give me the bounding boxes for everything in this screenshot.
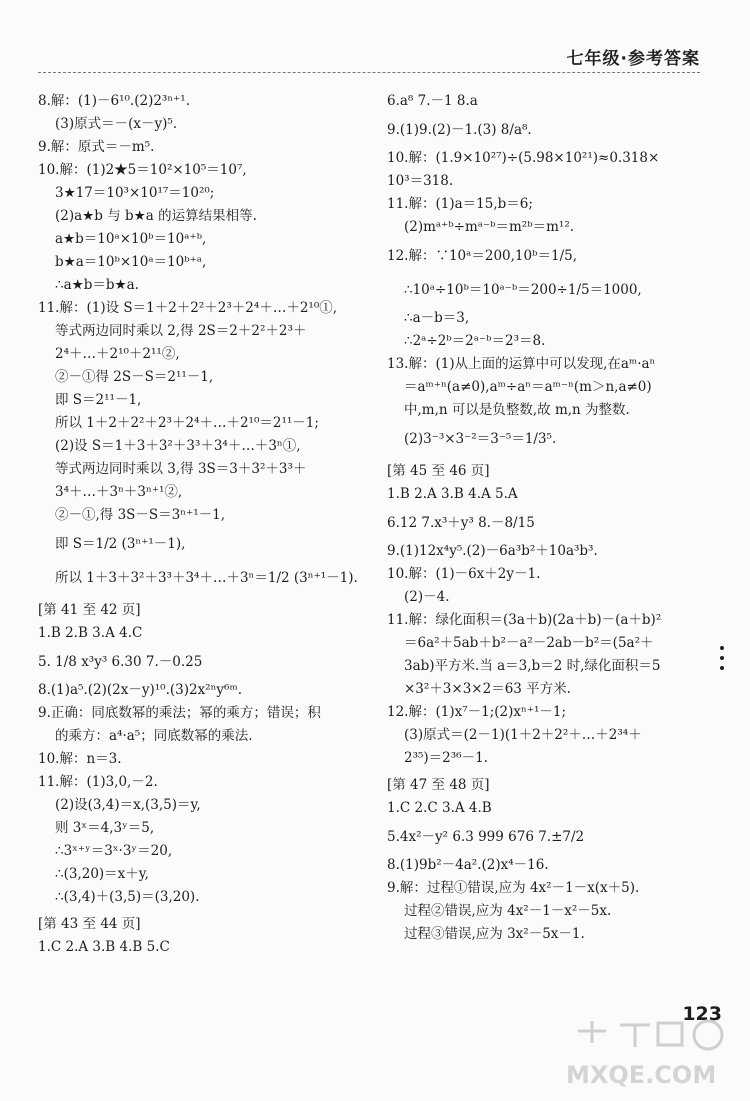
answer-line: 2³⁵)＝2³⁶－1. [404, 750, 488, 766]
answer-line: 9.(1)12x⁴y⁵.(2)－6a³b²＋10a³b³. [387, 543, 598, 559]
answer-line: (2)3⁻³×3⁻²＝3⁻⁵＝1/3⁵. [404, 431, 557, 447]
answer-line: 13.解：(1)从上面的运算中可以发现,在aᵐ·aⁿ [387, 356, 656, 372]
left-answer-column [38, 90, 368, 959]
answer-line: 则 3ˣ＝4,3ʸ＝5, [55, 820, 155, 836]
section-heading: [第 45 至 46 页] [387, 463, 490, 479]
answer-line: 10.解：(1)－6x＋2y－1. [387, 566, 541, 582]
answer-line: 1.B 2.B 3.A 4.C [38, 625, 143, 641]
answer-line: ＝6a²＋5ab＋b²－a²－2ab－b²＝(5a²＋ [404, 635, 654, 651]
answer-line: 等式两边同时乘以 3,得 3S＝3＋3²＋3³＋ [55, 461, 307, 477]
answer-line: ∴(3,4)＋(3,5)＝(3,20). [55, 889, 200, 905]
answer-line: 中,m,n 可以是负整数,故 m,n 为整数. [404, 402, 630, 418]
answer-line: 10.解：(1)2★5＝10²×10⁵＝10⁷, [38, 162, 247, 178]
section-heading: [第 43 至 44 页] [38, 916, 141, 932]
header-divider [38, 72, 700, 73]
answer-line: 3★17＝10³×10¹⁷＝10²⁰; [55, 185, 215, 201]
answer-line: 10.解：n＝3. [38, 751, 122, 767]
answer-line: (2)设(3,4)＝x,(3,5)＝y, [55, 797, 201, 813]
answer-line: ②－①,得 3S－S＝3ⁿ⁺¹－1, [55, 507, 226, 523]
answer-line: (3)原式＝－(x－y)⁵. [55, 116, 178, 132]
answer-line: 6.12 7.x³＋y³ 8.－8/15 [387, 515, 535, 531]
answer-line: b★a＝10ᵇ×10ᵃ＝10ᵇ⁺ᵃ, [55, 254, 207, 270]
answer-line: 1.C 2.C 3.A 4.B [387, 800, 492, 816]
page-number: 123 [682, 1003, 722, 1025]
answer-line: 9.解：原式＝－m⁵. [38, 139, 155, 155]
answer-line: 11.解：(1)设 S＝1＋2＋2²＋2³＋2⁴＋…＋2¹⁰①, [38, 300, 338, 316]
answer-line: 所以 1＋3＋3²＋3³＋3⁴＋…＋3ⁿ＝1/2 (3ⁿ⁺¹－1). [55, 570, 358, 586]
answer-line: (2)设 S＝1＋3＋3²＋3³＋3⁴＋…＋3ⁿ①, [55, 438, 301, 454]
answer-line: ∴a－b＝3, [404, 310, 470, 326]
answer-line: (3)原式＝(2－1)(1＋2＋2²＋…＋2³⁴＋ [404, 727, 642, 743]
answer-line: ＝aᵐ⁺ⁿ(a≠0),aᵐ÷aⁿ＝aᵐ⁻ⁿ(m＞n,a≠0) [404, 379, 652, 395]
answer-line: (2)a★b 与 b★a 的运算结果相等. [55, 208, 257, 224]
answer-line: 5. 1/8 x³y³ 6.30 7.－0.25 [38, 654, 203, 670]
watermark-logo [558, 1013, 738, 1093]
answer-line: 11.解：(1)a＝15,b＝6; [387, 196, 533, 212]
answer-line: 6.a⁸ 7.－1 8.a [387, 93, 478, 109]
answer-line: 过程③错误,应为 3x²－5x－1. [404, 926, 585, 942]
answer-line: 11.解：(1)3,0,－2. [38, 774, 158, 790]
section-heading: [第 47 至 48 页] [387, 777, 490, 793]
answer-line: ∴a★b＝b★a. [55, 277, 139, 293]
answer-line: a★b＝10ᵃ×10ᵇ＝10ᵃ⁺ᵇ, [55, 231, 207, 247]
answer-line: (2)－4. [404, 589, 450, 605]
answer-line: ∴3ˣ⁺ʸ＝3ˣ·3ʸ＝20, [55, 843, 173, 859]
watermark-text: MXQE.COM [566, 1061, 717, 1089]
answer-line: 1.B 2.A 3.B 4.A 5.A [387, 486, 518, 502]
answer-line: 11.解：绿化面积＝(3a＋b)(2a＋b)－(a＋b)² [387, 612, 662, 628]
answer-line: 即 S＝2¹¹－1, [55, 392, 142, 408]
answer-line: ②－①得 2S－S＝2¹¹－1, [55, 369, 214, 385]
answer-line: 12.解：(1)x⁷－1;(2)xⁿ⁺¹－1; [387, 704, 567, 720]
answer-line: ∴2ᵃ÷2ᵇ＝2ᵃ⁻ᵇ＝2³＝8. [404, 333, 546, 349]
answer-line: 所以 1＋2＋2²＋2³＋2⁴＋…＋2¹⁰＝2¹¹－1; [55, 415, 319, 431]
right-answer-column [387, 90, 707, 946]
answer-line: 9.解：过程①错误,应为 4x²－1－x(x＋5). [387, 880, 640, 896]
section-heading: [第 41 至 42 页] [38, 602, 141, 618]
ellipsis-dots [720, 646, 726, 676]
answer-line: 10.解：(1.9×10²⁷)÷(5.98×10²¹)≈0.318× [387, 150, 660, 166]
answer-line: 2⁴＋…＋2¹⁰＋2¹¹②, [55, 346, 180, 362]
answer-line: 1.C 2.A 3.B 4.B 5.C [38, 939, 170, 955]
answer-line: 8.解：(1)－6¹⁰.(2)2³ⁿ⁺¹. [38, 93, 191, 109]
answer-line: ×3²＋3×3×2＝63 平方米. [404, 681, 571, 697]
answer-line: 8.(1)9b²－4a².(2)x⁴－16. [387, 857, 549, 873]
answer-line: 即 S＝1/2 (3ⁿ⁺¹－1), [55, 536, 186, 552]
answer-line: 3⁴＋…＋3ⁿ＋3ⁿ⁺¹②, [55, 484, 183, 500]
page-header-title: 七年级·参考答案 [566, 49, 700, 69]
answer-line: ∴(3,20)＝x＋y, [55, 866, 149, 882]
answer-line: ∴10ᵃ÷10ᵇ＝10ᵃ⁻ᵇ＝200÷1/5＝1000, [404, 282, 642, 298]
answer-line: 9.(1)9.(2)－1.(3) 8/a⁸. [387, 122, 532, 138]
answer-line: 12.解：∵10ᵃ＝200,10ᵇ＝1/5, [387, 248, 578, 264]
answer-line: 5.4x²－y² 6.3 999 676 7.±7/2 [387, 829, 585, 845]
answer-line: 等式两边同时乘以 2,得 2S＝2＋2²＋2³＋ [55, 323, 307, 339]
answer-line: (2)mᵃ⁺ᵇ÷mᵃ⁻ᵇ＝m²ᵇ＝m¹². [404, 219, 575, 235]
answer-line: 9.正确：同底数幂的乘法；幂的乘方；错误；积 [38, 705, 321, 721]
answer-line: 过程②错误,应为 4x²－1－x²－5x. [404, 903, 612, 919]
answer-line: 10³＝318. [387, 173, 454, 189]
answer-line: 8.(1)a⁵.(2)(2x－y)¹⁰.(3)2x²ⁿy⁶ᵐ. [38, 682, 243, 698]
answer-line: 3ab)平方米.当 a＝3,b＝2 时,绿化面积＝5 [404, 658, 661, 674]
answer-line: 的乘方：a⁴·a⁵；同底数幂的乘法. [55, 728, 253, 744]
